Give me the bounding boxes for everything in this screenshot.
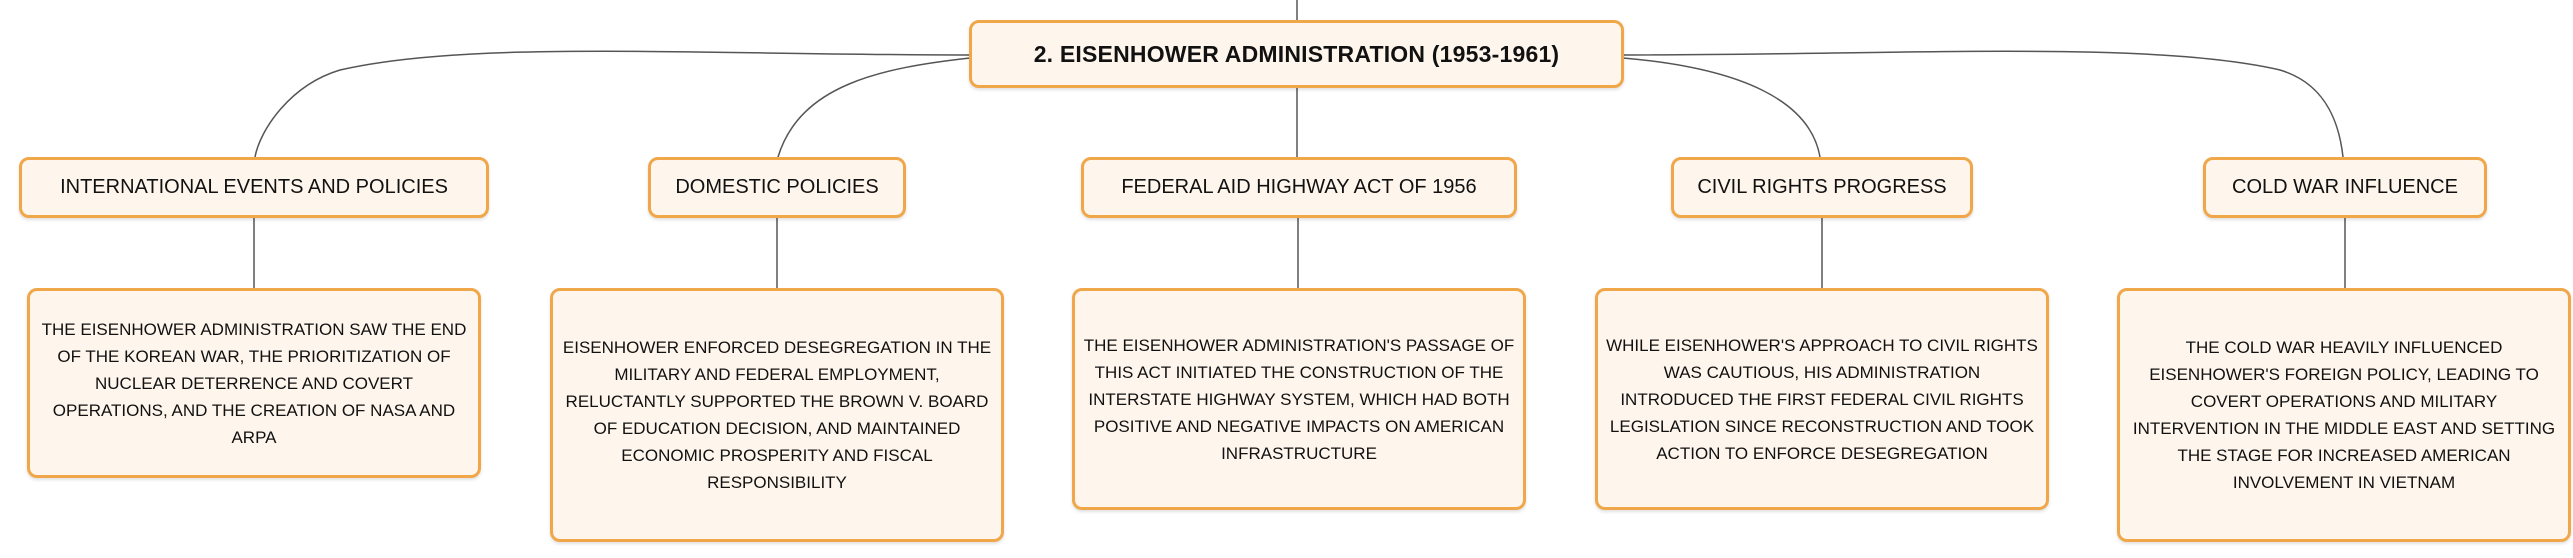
detail-text: THE EISENHOWER ADMINISTRATION'S PASSAGE OF THIS ACT INITIATED THE CONSTRUCTION OF THE INTERSTATE HIGHWAY SYSTEM, WHICH HAD BOTH POSITIVE AND NEGATIVE IMPACTS ON AMERICAN INFRASTRUCTURE (1083, 335, 1515, 463)
branch-node-civil-rights[interactable] (1671, 157, 1973, 218)
root-node[interactable] (969, 20, 1624, 88)
connector-root-branch-5 (1623, 51, 2343, 157)
branch-node-cold-war[interactable] (2203, 157, 2487, 218)
detail-text: WHILE EISENHOWER'S APPROACH TO CIVIL RIGHTS WAS CAUTIOUS, HIS ADMINISTRATION INTRODUCED THE FIRST FEDERAL CIVIL RIGHTS LEGISLATION SINCE RECONSTRUCTION AND TOOK ACTION TO ENFORCE DESEGREGATION (1606, 335, 2038, 463)
branch-title: INTERNATIONAL EVENTS AND POLICIES (60, 176, 448, 198)
branch-title: COLD WAR INFLUENCE (2232, 176, 2458, 198)
connector-root-branch-4 (1623, 58, 1820, 157)
detail-node-international-events[interactable] (27, 288, 481, 478)
detail-text: EISENHOWER ENFORCED DESEGREGATION IN THE MILITARY AND FEDERAL EMPLOYMENT, RELUCTANTLY SUPPORTED THE BROWN V. BOARD OF EDUCATION DECISION, AND MAINTAINED ECONOMIC PROSPERITY AND FISCAL RESPONSIBILITY (562, 338, 992, 492)
branch-title: CIVIL RIGHTS PROGRESS (1697, 176, 1947, 198)
branch-node-domestic-policies[interactable] (648, 157, 906, 218)
connector-root-branch-2 (778, 58, 970, 157)
branch-title: FEDERAL AID HIGHWAY ACT OF 1956 (1121, 176, 1477, 198)
detail-node-civil-rights[interactable] (1595, 288, 2049, 510)
detail-text: THE COLD WAR HEAVILY INFLUENCED EISENHOWER'S FOREIGN POLICY, LEADING TO COVERT OPERATIONS AND MILITARY INTERVENTION IN THE MIDDLE EAST AND SETTING THE STAGE FOR INCREASED AMERICAN INVOLVEMENT IN VIETNAM (2132, 338, 2556, 492)
root-title: 2. EISENHOWER ADMINISTRATION (1953-1961) (1033, 40, 1560, 67)
branch-title: DOMESTIC POLICIES (675, 176, 879, 198)
detail-node-cold-war[interactable] (2117, 288, 2571, 542)
branch-node-international-events[interactable] (19, 157, 489, 218)
connector-root-branch-1 (255, 51, 970, 157)
detail-text: THE EISENHOWER ADMINISTRATION SAW THE END OF THE KOREAN WAR, THE PRIORITIZATION OF NUCLEAR DETERRENCE AND COVERT OPERATIONS, AND THE CREATION OF NASA AND ARPA (41, 319, 467, 447)
branch-node-highway-act[interactable] (1081, 157, 1517, 218)
detail-node-domestic-policies[interactable] (550, 288, 1004, 542)
detail-node-highway-act[interactable] (1072, 288, 1526, 510)
